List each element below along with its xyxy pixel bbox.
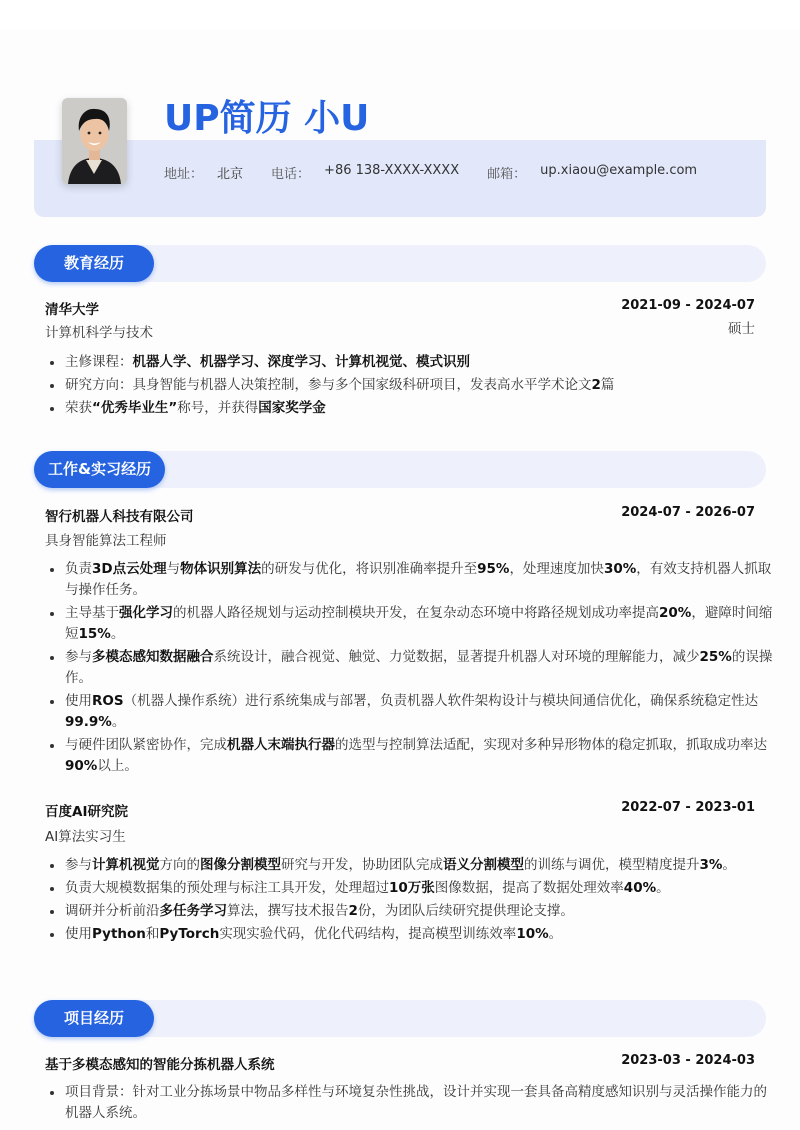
avatar xyxy=(62,98,127,184)
major: 计算机科学与技术 xyxy=(45,325,153,341)
contact-email xyxy=(487,163,697,182)
profile-photo-icon xyxy=(62,98,127,184)
contact-label: 电话： xyxy=(271,167,311,182)
section-title: 教育经历 xyxy=(34,245,154,282)
contact-value: +86 138-XXXX-XXXX xyxy=(324,163,460,178)
contact-info xyxy=(164,163,725,182)
entry-date: 2022-07 - 2023-01 xyxy=(621,800,755,815)
role: AI算法实习生 xyxy=(45,829,126,845)
contact-value: 北京 xyxy=(217,167,244,182)
project-bullets xyxy=(45,1082,777,1126)
role: 具身智能算法工程师 xyxy=(45,533,167,549)
bullet-item: 使用ROS（机器人操作系统）进行系统集成与部署，负责机器人软件架构设计与模块间通信优化，确保系统稳定性达99.9%。 xyxy=(65,691,777,733)
section-education xyxy=(34,245,766,282)
section-title: 项目经历 xyxy=(34,1000,154,1037)
company-name: 智行机器人科技有限公司 xyxy=(45,509,194,525)
bullet-item: 研究方向：具身智能与机器人决策控制，参与多个国家级科研项目，发表高水平学术论文2篇 xyxy=(65,375,777,396)
entry-date: 2024-07 - 2026-07 xyxy=(621,505,755,520)
contact-label: 邮箱： xyxy=(487,167,527,182)
bullet-item: 项目背景：针对工业分拣场景中物品多样性与环境复杂性挑战，设计并实现一套具备高精度感知识别与灵活操作能力的机器人系统。 xyxy=(65,1082,777,1124)
entry-date: 2021-09 - 2024-07 xyxy=(621,298,755,313)
work-entry-sub xyxy=(45,529,755,549)
bullet-item: 主导基于强化学习的机器人路径规划与运动控制模块开发，在复杂动态环境中将路径规划成功率提高20%，避障时间缩短15%。 xyxy=(65,603,777,645)
section-work xyxy=(34,451,766,488)
degree: 硕士 xyxy=(728,321,755,337)
section-title: 工作&实习经历 xyxy=(34,451,165,488)
candidate-name: UP简历 小U xyxy=(164,98,370,139)
education-entry-sub xyxy=(45,321,755,341)
bullet-item: 荣获“优秀毕业生”称号，并获得国家奖学金 xyxy=(65,398,777,419)
bullet-item: 负责3D点云处理与物体识别算法的研发与优化，将识别准确率提升至95%，处理速度加快30%，有效支持机器人抓取与操作任务。 xyxy=(65,559,777,601)
contact-label: 地址： xyxy=(164,167,204,182)
bullet-item: 使用Python和PyTorch实现实验代码，优化代码结构，提高模型训练效率10%。 xyxy=(65,924,777,945)
work-entry-header xyxy=(45,800,755,820)
bullet-item: 主修课程：机器人学、机器学习、深度学习、计算机视觉、模式识别 xyxy=(65,352,777,373)
work-entry-header xyxy=(45,505,755,525)
project-name: 基于多模态感知的智能分拣机器人系统 xyxy=(45,1057,275,1073)
entry-date: 2023-03 - 2024-03 xyxy=(621,1053,755,1068)
contact-address xyxy=(164,163,243,182)
bullet-item: 负责大规模数据集的预处理与标注工具开发，处理超过10万张图像数据，提高了数据处理效率40%。 xyxy=(65,878,777,899)
work-bullets xyxy=(45,855,777,947)
school-name: 清华大学 xyxy=(45,302,99,318)
bullet-item: 参与多模态感知数据融合系统设计，融合视觉、触觉、力觉数据，显著提升机器人对环境的理解能力，减少25%的误操作。 xyxy=(65,647,777,689)
work-entry-sub xyxy=(45,825,755,845)
work-bullets xyxy=(45,559,777,779)
project-entry-header xyxy=(45,1053,755,1073)
section-projects xyxy=(34,1000,766,1037)
education-entry-header xyxy=(45,298,755,318)
bullet-item: 调研并分析前沿多任务学习算法，撰写技术报告2份，为团队后续研究提供理论支撑。 xyxy=(65,901,777,922)
bullet-item: 与硬件团队紧密协作，完成机器人末端执行器的选型与控制算法适配，实现对多种异形物体的稳定抓取，抓取成功率达90%以上。 xyxy=(65,735,777,777)
bullet-item: 参与计算机视觉方向的图像分割模型研究与开发，协助团队完成语义分割模型的训练与调优，模型精度提升3%。 xyxy=(65,855,777,876)
company-name: 百度AI研究院 xyxy=(45,804,128,820)
contact-phone xyxy=(271,163,459,182)
education-bullets xyxy=(45,352,777,421)
contact-value[interactable]: up.xiaou@example.com xyxy=(540,163,698,178)
resume-header xyxy=(34,62,766,217)
